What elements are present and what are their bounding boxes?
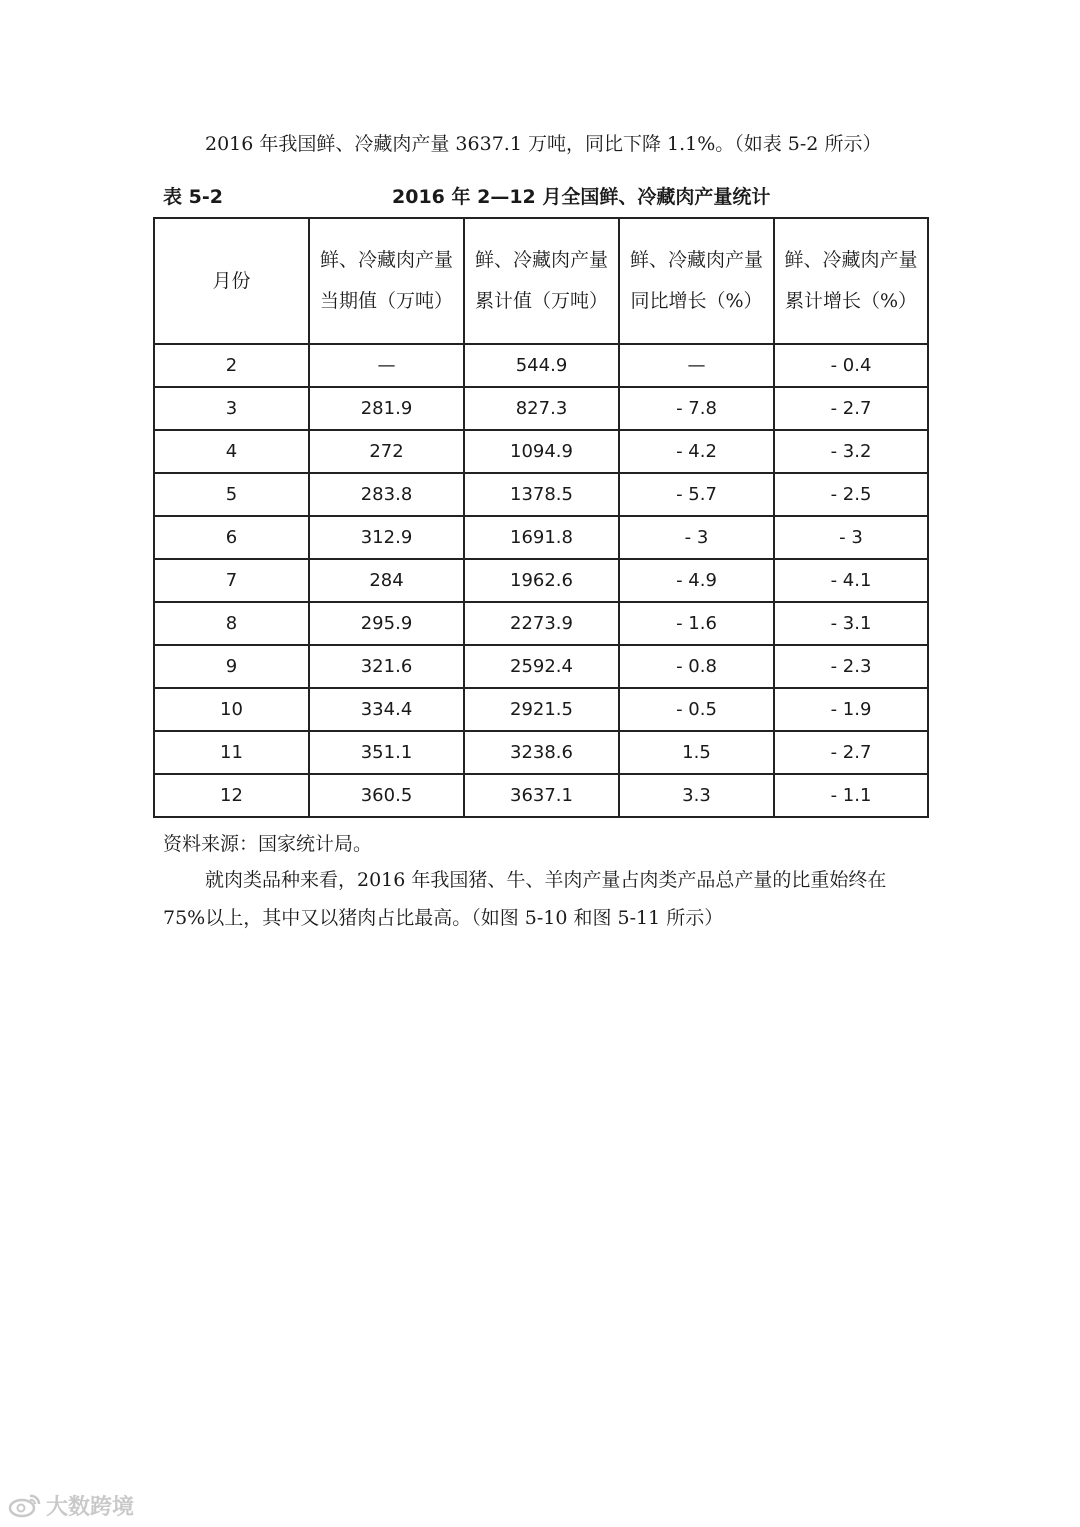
table-cell: - 2.7 — [774, 731, 928, 774]
table-row — [154, 516, 928, 559]
table-cell: 5 — [154, 473, 309, 516]
table-cell: - 4.9 — [619, 559, 774, 602]
table-cell: 7 — [154, 559, 309, 602]
table-cell: 8 — [154, 602, 309, 645]
table-cell: 2273.9 — [464, 602, 619, 645]
table-cell: - 3 — [774, 516, 928, 559]
table-cell: 1962.6 — [464, 559, 619, 602]
table-cell: 3637.1 — [464, 774, 619, 817]
table-cell: 1378.5 — [464, 473, 619, 516]
table-cell: 3.3 — [619, 774, 774, 817]
watermark-text: 大数跨境 — [46, 1494, 135, 1520]
table-cell: - 4.2 — [619, 430, 774, 473]
table-cell: 12 — [154, 774, 309, 817]
production-table — [153, 217, 929, 818]
weibo-logo-icon — [8, 1492, 42, 1518]
header-month: 月份 — [154, 218, 309, 344]
table-title: 2016 年 2—12 月全国鲜、冷藏肉产量统计 — [392, 186, 771, 208]
table-cell: - 0.5 — [619, 688, 774, 731]
table-header-row — [154, 218, 928, 344]
intro-paragraph: 2016 年我国鲜、冷藏肉产量 3637.1 万吨，同比下降 1.1%。（如表 5-2 所示） — [205, 133, 882, 155]
table-row — [154, 731, 928, 774]
table-row — [154, 387, 928, 430]
table-row — [154, 688, 928, 731]
table-row — [154, 602, 928, 645]
table-cell: - 3 — [619, 516, 774, 559]
table-cell: 2592.4 — [464, 645, 619, 688]
header-cumulative-growth: 鲜、冷藏肉产量累计增长（%） — [774, 218, 928, 344]
table-caption — [163, 178, 928, 212]
table-cell: 1.5 — [619, 731, 774, 774]
table-cell: 312.9 — [309, 516, 464, 559]
table-row — [154, 344, 928, 387]
header-current-value: 鲜、冷藏肉产量当期值（万吨） — [309, 218, 464, 344]
table-cell: - 2.5 — [774, 473, 928, 516]
table-cell: - 3.2 — [774, 430, 928, 473]
table-cell: 9 — [154, 645, 309, 688]
table-cell: 283.8 — [309, 473, 464, 516]
table-body — [154, 344, 928, 817]
table-cell: 321.6 — [309, 645, 464, 688]
table-cell: 6 — [154, 516, 309, 559]
table-cell: 281.9 — [309, 387, 464, 430]
table-cell: 1094.9 — [464, 430, 619, 473]
table-cell: - 7.8 — [619, 387, 774, 430]
table-cell: 272 — [309, 430, 464, 473]
table-cell: 351.1 — [309, 731, 464, 774]
table-cell: 284 — [309, 559, 464, 602]
table-cell: 1691.8 — [464, 516, 619, 559]
table-cell: 2921.5 — [464, 688, 619, 731]
table-cell: - 1.1 — [774, 774, 928, 817]
table-row — [154, 559, 928, 602]
table-cell: 295.9 — [309, 602, 464, 645]
watermark — [8, 1490, 134, 1520]
table-number: 表 5-2 — [163, 186, 223, 208]
table-cell: - 0.8 — [619, 645, 774, 688]
table-cell: 3 — [154, 387, 309, 430]
table-cell: 10 — [154, 688, 309, 731]
table-cell: - 1.9 — [774, 688, 928, 731]
table-row — [154, 430, 928, 473]
table-row — [154, 473, 928, 516]
table-cell: - 2.7 — [774, 387, 928, 430]
table-cell: - 3.1 — [774, 602, 928, 645]
table-cell: 3238.6 — [464, 731, 619, 774]
table-cell: — — [619, 344, 774, 387]
table-cell: - 5.7 — [619, 473, 774, 516]
body-paragraph: 就肉类品种来看，2016 年我国猪、牛、羊肉产量占肉类产品总产量的比重始终在 75%以上，其中又以猪肉占比最高。（如图 5-10 和图 5-11 所示） — [163, 869, 887, 929]
table-cell: 827.3 — [464, 387, 619, 430]
table-cell: - 2.3 — [774, 645, 928, 688]
header-yoy-growth: 鲜、冷藏肉产量同比增长（%） — [619, 218, 774, 344]
table-cell: 4 — [154, 430, 309, 473]
header-cumulative-value: 鲜、冷藏肉产量累计值（万吨） — [464, 218, 619, 344]
source-note: 资料来源：国家统计局。 — [163, 833, 373, 855]
table-cell: 360.5 — [309, 774, 464, 817]
table-cell: 544.9 — [464, 344, 619, 387]
table-cell: - 0.4 — [774, 344, 928, 387]
table-cell: 2 — [154, 344, 309, 387]
table-cell: 334.4 — [309, 688, 464, 731]
table-cell: — — [309, 344, 464, 387]
table-cell: - 4.1 — [774, 559, 928, 602]
table-cell: 11 — [154, 731, 309, 774]
table-row — [154, 645, 928, 688]
table-row — [154, 774, 928, 817]
table-cell: - 1.6 — [619, 602, 774, 645]
